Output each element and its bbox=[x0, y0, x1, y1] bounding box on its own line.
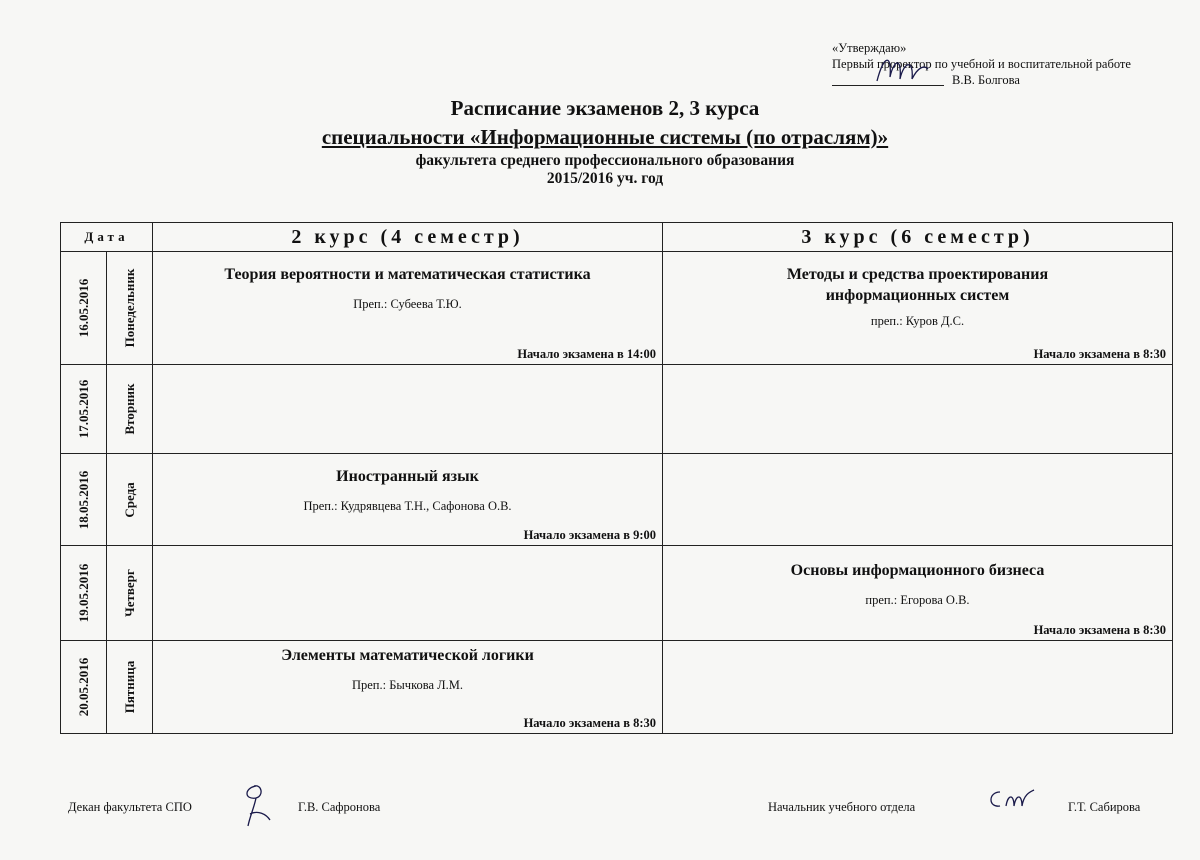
table-row bbox=[61, 454, 1173, 546]
exam-start-time: Начало экзамена в 8:30 bbox=[523, 716, 656, 730]
course3-exam-cell bbox=[663, 546, 1173, 641]
date-cell bbox=[61, 546, 107, 641]
course3-exam-cell bbox=[663, 641, 1173, 734]
exam-teacher: преп.: Егорова О.В. bbox=[865, 593, 970, 607]
table-row bbox=[61, 546, 1173, 641]
day-text: Пятница bbox=[121, 660, 137, 714]
course2-exam-cell bbox=[153, 641, 663, 734]
day-text: Понедельник bbox=[121, 268, 137, 348]
exam-schedule-table bbox=[60, 222, 1173, 734]
exam-subject: Элементы математической логики bbox=[281, 647, 534, 664]
table-row bbox=[61, 252, 1173, 365]
date-cell bbox=[61, 252, 107, 365]
day-cell bbox=[107, 365, 153, 454]
specialty-title: специальности «Информационные системы (по отраслям)» bbox=[321, 125, 889, 149]
day-cell bbox=[107, 641, 153, 734]
academic-year: 2015/2016 уч. год bbox=[546, 170, 664, 187]
day-text: Четверг bbox=[121, 569, 137, 617]
course3-exam-cell bbox=[663, 365, 1173, 454]
date-text: 16.05.2016 bbox=[75, 278, 91, 338]
exam-teacher: Преп.: Бычкова Л.М. bbox=[351, 678, 464, 692]
exam-start-time: Начало экзамена в 8:30 bbox=[1033, 623, 1166, 637]
date-text: 20.05.2016 bbox=[75, 657, 91, 717]
day-cell bbox=[107, 454, 153, 546]
course3-exam-cell bbox=[663, 454, 1173, 546]
exam-start-time: Начало экзамена в 8:30 bbox=[1033, 347, 1166, 361]
head-signature bbox=[984, 786, 1044, 816]
faculty-title: факультета среднего профессионального образования bbox=[415, 152, 795, 169]
exam-subject: Иностранный язык bbox=[336, 468, 479, 485]
course2-column-header: 2 курс (4 семестр) bbox=[153, 223, 663, 252]
page-title: Расписание экзаменов 2, 3 курса bbox=[450, 96, 760, 120]
day-text: Среда bbox=[121, 481, 137, 518]
approval-block bbox=[832, 40, 1131, 88]
exam-teacher: Преп.: Кудрявцева Т.Н., Сафонова О.В. bbox=[303, 499, 512, 513]
table-header-row bbox=[61, 223, 1173, 252]
course2-exam-cell bbox=[153, 365, 663, 454]
date-text: 19.05.2016 bbox=[75, 563, 91, 623]
date-text: 17.05.2016 bbox=[75, 379, 91, 439]
dean-name: Г.В. Сафронова bbox=[298, 800, 381, 814]
head-title: Начальник учебного отдела bbox=[768, 800, 916, 814]
head-name: Г.Т. Сабирова bbox=[1068, 800, 1141, 814]
day-text: Вторник bbox=[121, 383, 137, 435]
day-cell bbox=[107, 546, 153, 641]
approval-signature-line bbox=[832, 72, 1131, 88]
exam-teacher: Преп.: Субеева Т.Ю. bbox=[353, 297, 462, 311]
table-row bbox=[61, 641, 1173, 734]
course2-exam-cell bbox=[153, 454, 663, 546]
exam-subject: Теория вероятности и математическая статистика bbox=[224, 266, 591, 283]
date-column-header: Дата bbox=[61, 223, 153, 252]
exam-start-time: Начало экзамена в 9:00 bbox=[523, 528, 656, 542]
rector-signature bbox=[872, 49, 932, 89]
day-cell bbox=[107, 252, 153, 365]
course3-column-header: 3 курс (6 семестр) bbox=[663, 223, 1173, 252]
approver-name: В.В. Болгова bbox=[952, 73, 1020, 87]
dean-title: Декан факультета СПО bbox=[68, 800, 192, 814]
document-heading bbox=[0, 96, 1200, 188]
date-cell bbox=[61, 641, 107, 734]
course3-exam-cell bbox=[663, 252, 1173, 365]
approval-label: «Утверждаю» bbox=[832, 41, 907, 55]
table-row bbox=[61, 365, 1173, 454]
exam-teacher: преп.: Куров Д.С. bbox=[870, 314, 965, 328]
exam-start-time: Начало экзамена в 14:00 bbox=[517, 347, 656, 361]
course2-exam-cell bbox=[153, 546, 663, 641]
signature-underline bbox=[832, 75, 944, 86]
date-cell bbox=[61, 454, 107, 546]
exam-subject: Методы и средства проектирования информационных систем bbox=[786, 266, 1049, 304]
date-text: 18.05.2016 bbox=[75, 470, 91, 529]
approval-position: Первый проректор по учебной и воспитательной работе bbox=[832, 57, 1131, 71]
dean-signature bbox=[236, 780, 286, 832]
course2-exam-cell bbox=[153, 252, 663, 365]
exam-subject: Основы информационного бизнеса bbox=[790, 562, 1045, 579]
date-cell bbox=[61, 365, 107, 454]
